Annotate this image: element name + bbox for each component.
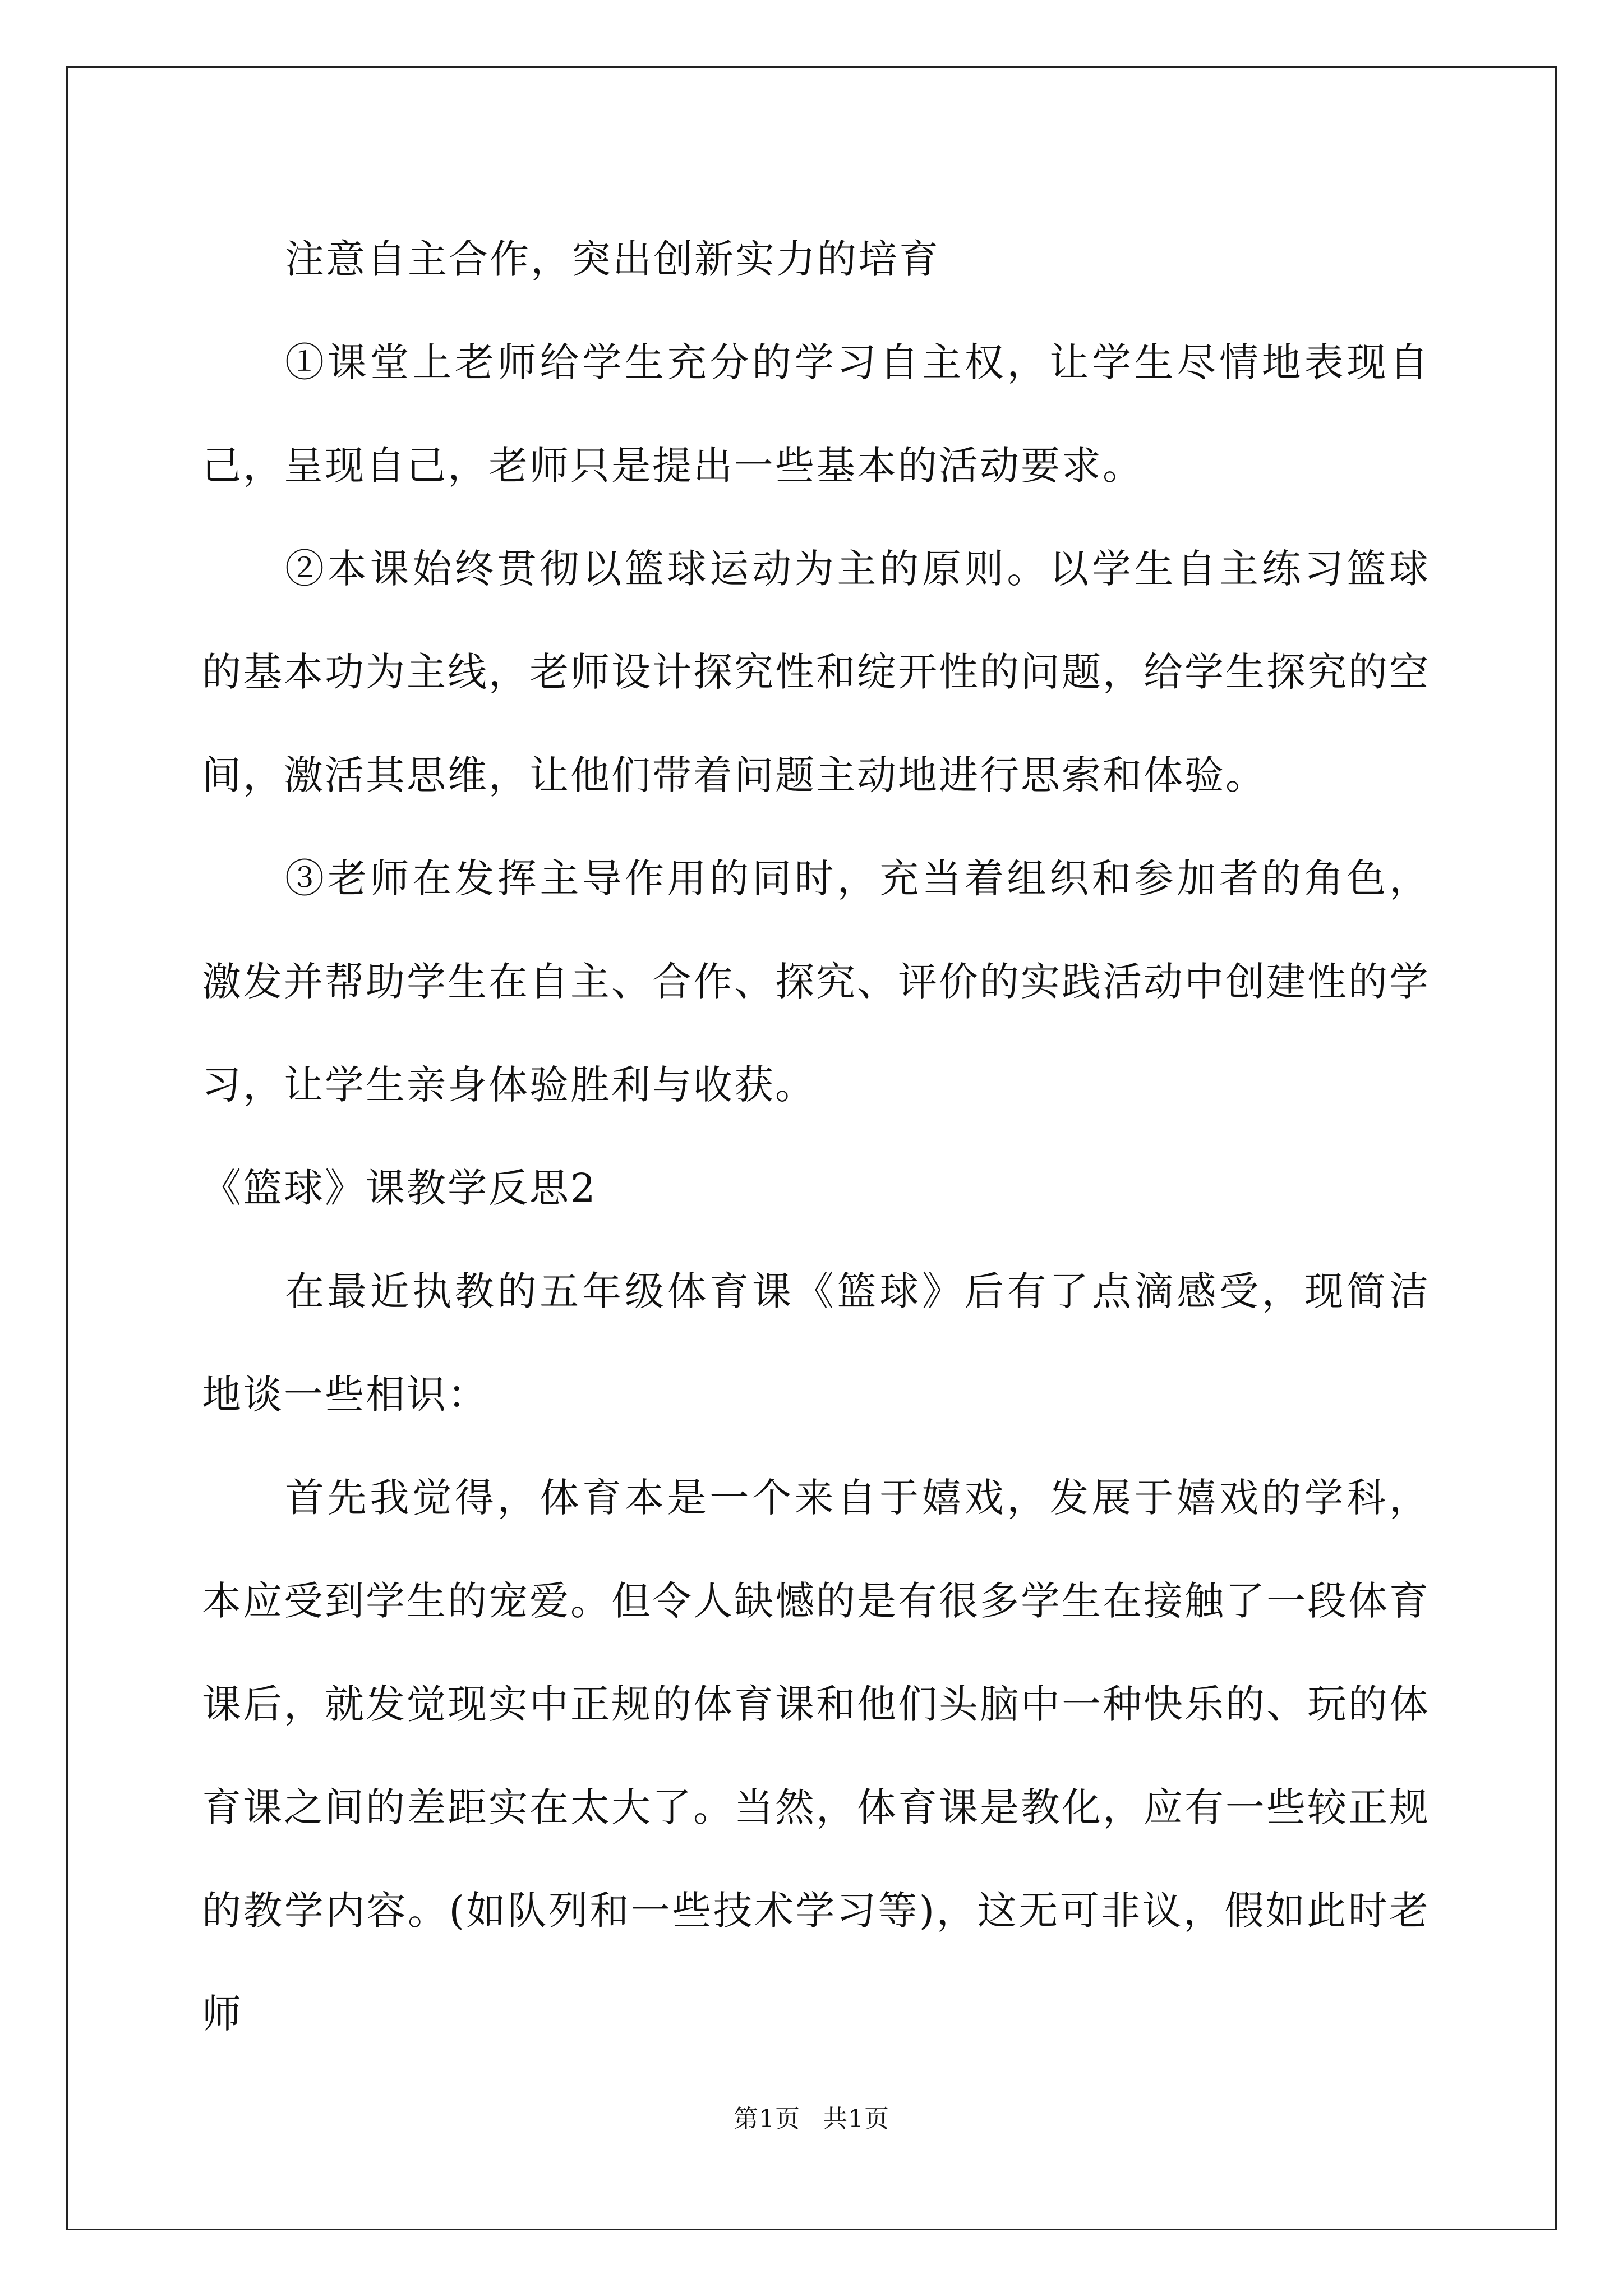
- page-footer: [0, 2102, 1623, 2136]
- paragraph-point-1: ①课堂上老师给学生充分的学习自主权，让学生尽情地表现自己，呈现自己，老师只是提出一些基本的活动要求。: [202, 339, 1430, 489]
- section-heading: 《篮球》课教学反思2: [202, 1165, 597, 1211]
- paragraph-section-intro: 注意自主合作，突出创新实力的培育: [285, 236, 940, 282]
- page-number: 第1页: [734, 2105, 800, 2133]
- paragraph-point-2: ②本课始终贯彻以篮球运动为主的原则。以学生自主练习篮球的基本功为主线，老师设计探究性和绽开性的问题，给学生探究的空间，激活其思维，让他们带着问题主动地进行思索和体验。: [202, 546, 1430, 798]
- paragraph-reflection-intro: 在最近执教的五年级体育课《篮球》后有了点滴感受，现简洁地谈一些相识：: [202, 1268, 1430, 1418]
- paragraph-point-3: ③老师在发挥主导作用的同时，充当着组织和参加者的角色，激发并帮助学生在自主、合作、探究、评价的实践活动中创建性的学习，让学生亲身体验胜利与收获。: [202, 855, 1430, 1108]
- page-total: 共1页: [823, 2105, 889, 2133]
- paragraph-reflection-body: 首先我觉得，体育本是一个来自于嬉戏，发展于嬉戏的学科，本应受到学生的宠爱。但令人缺憾的是有很多学生在接触了一段体育课后，就发觉现实中正规的体育课和他们头脑中一种快乐的、玩的体育课之间的差距实在太大了。当然，体育课是教化，应有一些较正规的教学内容。(如队列和一些技术学习等)，这无可非议，假如此时老师: [202, 1475, 1430, 2037]
- document-body: [202, 208, 1430, 2065]
